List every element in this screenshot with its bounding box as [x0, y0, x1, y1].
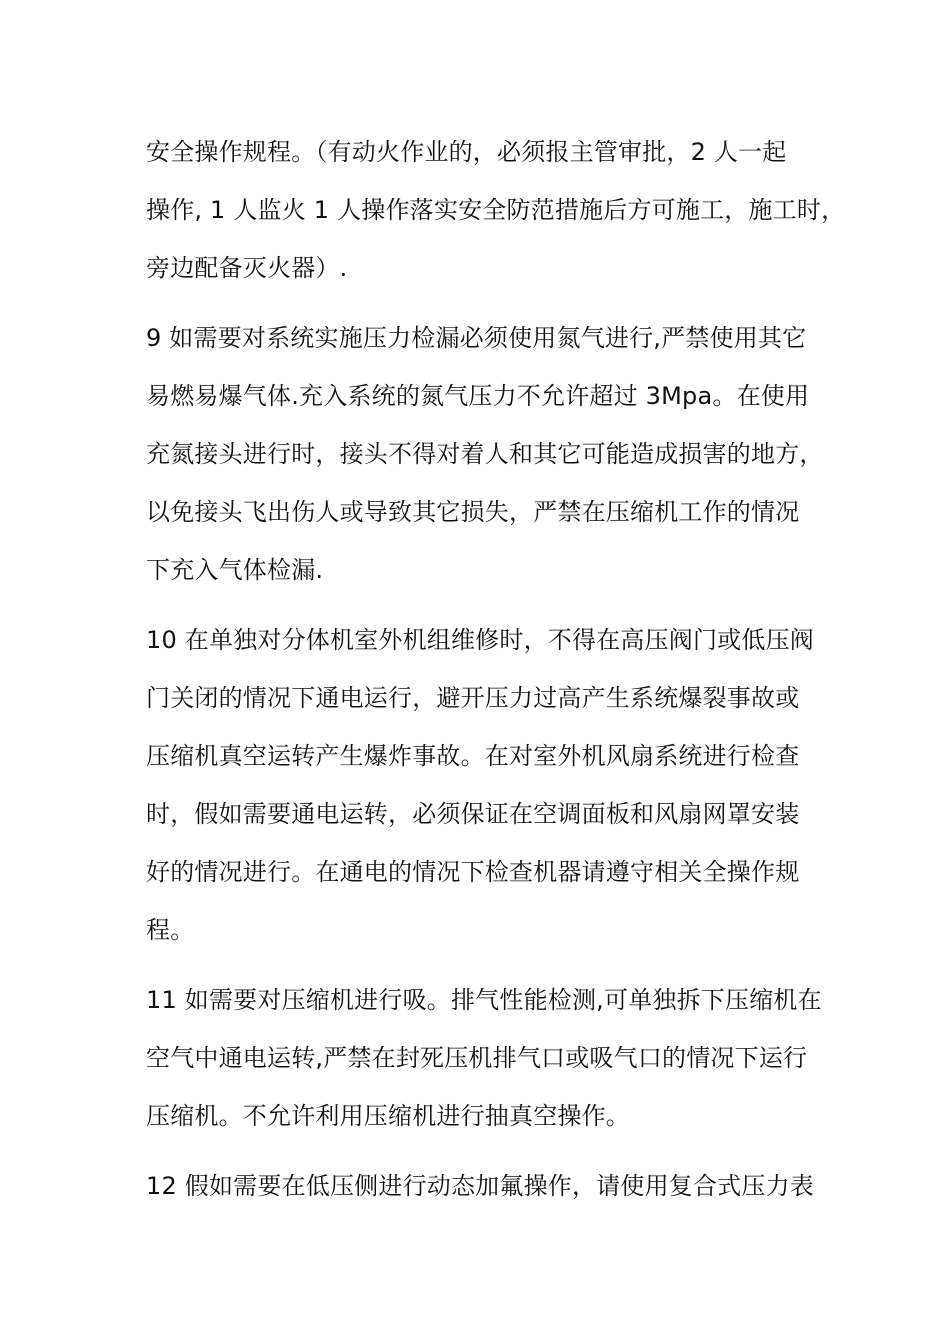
text-line: 压缩机。不允许利用压缩机进行抽真空操作。 [146, 1102, 630, 1130]
paragraph-item-11 [146, 976, 826, 1150]
paragraph-gap [146, 302, 826, 314]
text-line: 10 在单独对分体机室外机组维修时，不得在高压阀门或低压阀 [146, 626, 814, 654]
text-line: 充氮接头进行时，接头不得对着人和其它可能造成损害的地方， [146, 440, 824, 468]
text-line: 压缩机真空运转产生爆炸事故。在对室外机风扇系统进行检查 [146, 742, 800, 770]
text-line: 空气中通电运转,严禁在封死压机排气口或吸气口的情况下运行 [146, 1044, 808, 1072]
text-line: 以免接头飞出伤人或导致其它损失，严禁在压缩机工作的情况 [146, 498, 800, 526]
text-line: 时，假如需要通电运转，必须保证在空调面板和风扇网罩安装 [146, 800, 800, 828]
text-line: 旁边配备灭火器）. [146, 254, 348, 282]
text-line: 下充入气体检漏. [146, 556, 324, 584]
paragraph-item-12 [146, 1162, 826, 1220]
text-line: 程。 [146, 916, 195, 944]
text-line: 好的情况进行。在通电的情况下检查机器请遵守相关全操作规 [146, 858, 800, 886]
text-line: 安全操作规程。（有动火作业的，必须报主管审批，2 人一起 [146, 138, 787, 166]
paragraph-item-10 [146, 616, 826, 964]
text-line: 12 假如需要在低压侧进行动态加氟操作，请使用复合式压力表 [146, 1172, 814, 1200]
paragraph-gap [146, 964, 826, 976]
paragraph-gap [146, 604, 826, 616]
document-body [146, 128, 846, 1220]
text-line: 易燃易爆气体.充入系统的氮气压力不允许超过 3Mpa。在使用 [146, 382, 810, 410]
paragraph-item-9 [146, 314, 826, 604]
text-line: 门关闭的情况下通电运行，避开压力过高产生系统爆裂事故或 [146, 684, 800, 712]
text-line: 9 如需要对系统实施压力检漏必须使用氮气进行,严禁使用其它 [146, 324, 807, 352]
paragraph-gap [146, 1150, 826, 1162]
paragraph-safety-procedures [146, 128, 846, 302]
text-line: 11 如需要对压缩机进行吸。排气性能检测,可单独拆下压缩机在 [146, 986, 822, 1014]
text-line: 操作, 1 人监火 1 人操作落实安全防范措施后方可施工，施工时， [146, 196, 846, 224]
